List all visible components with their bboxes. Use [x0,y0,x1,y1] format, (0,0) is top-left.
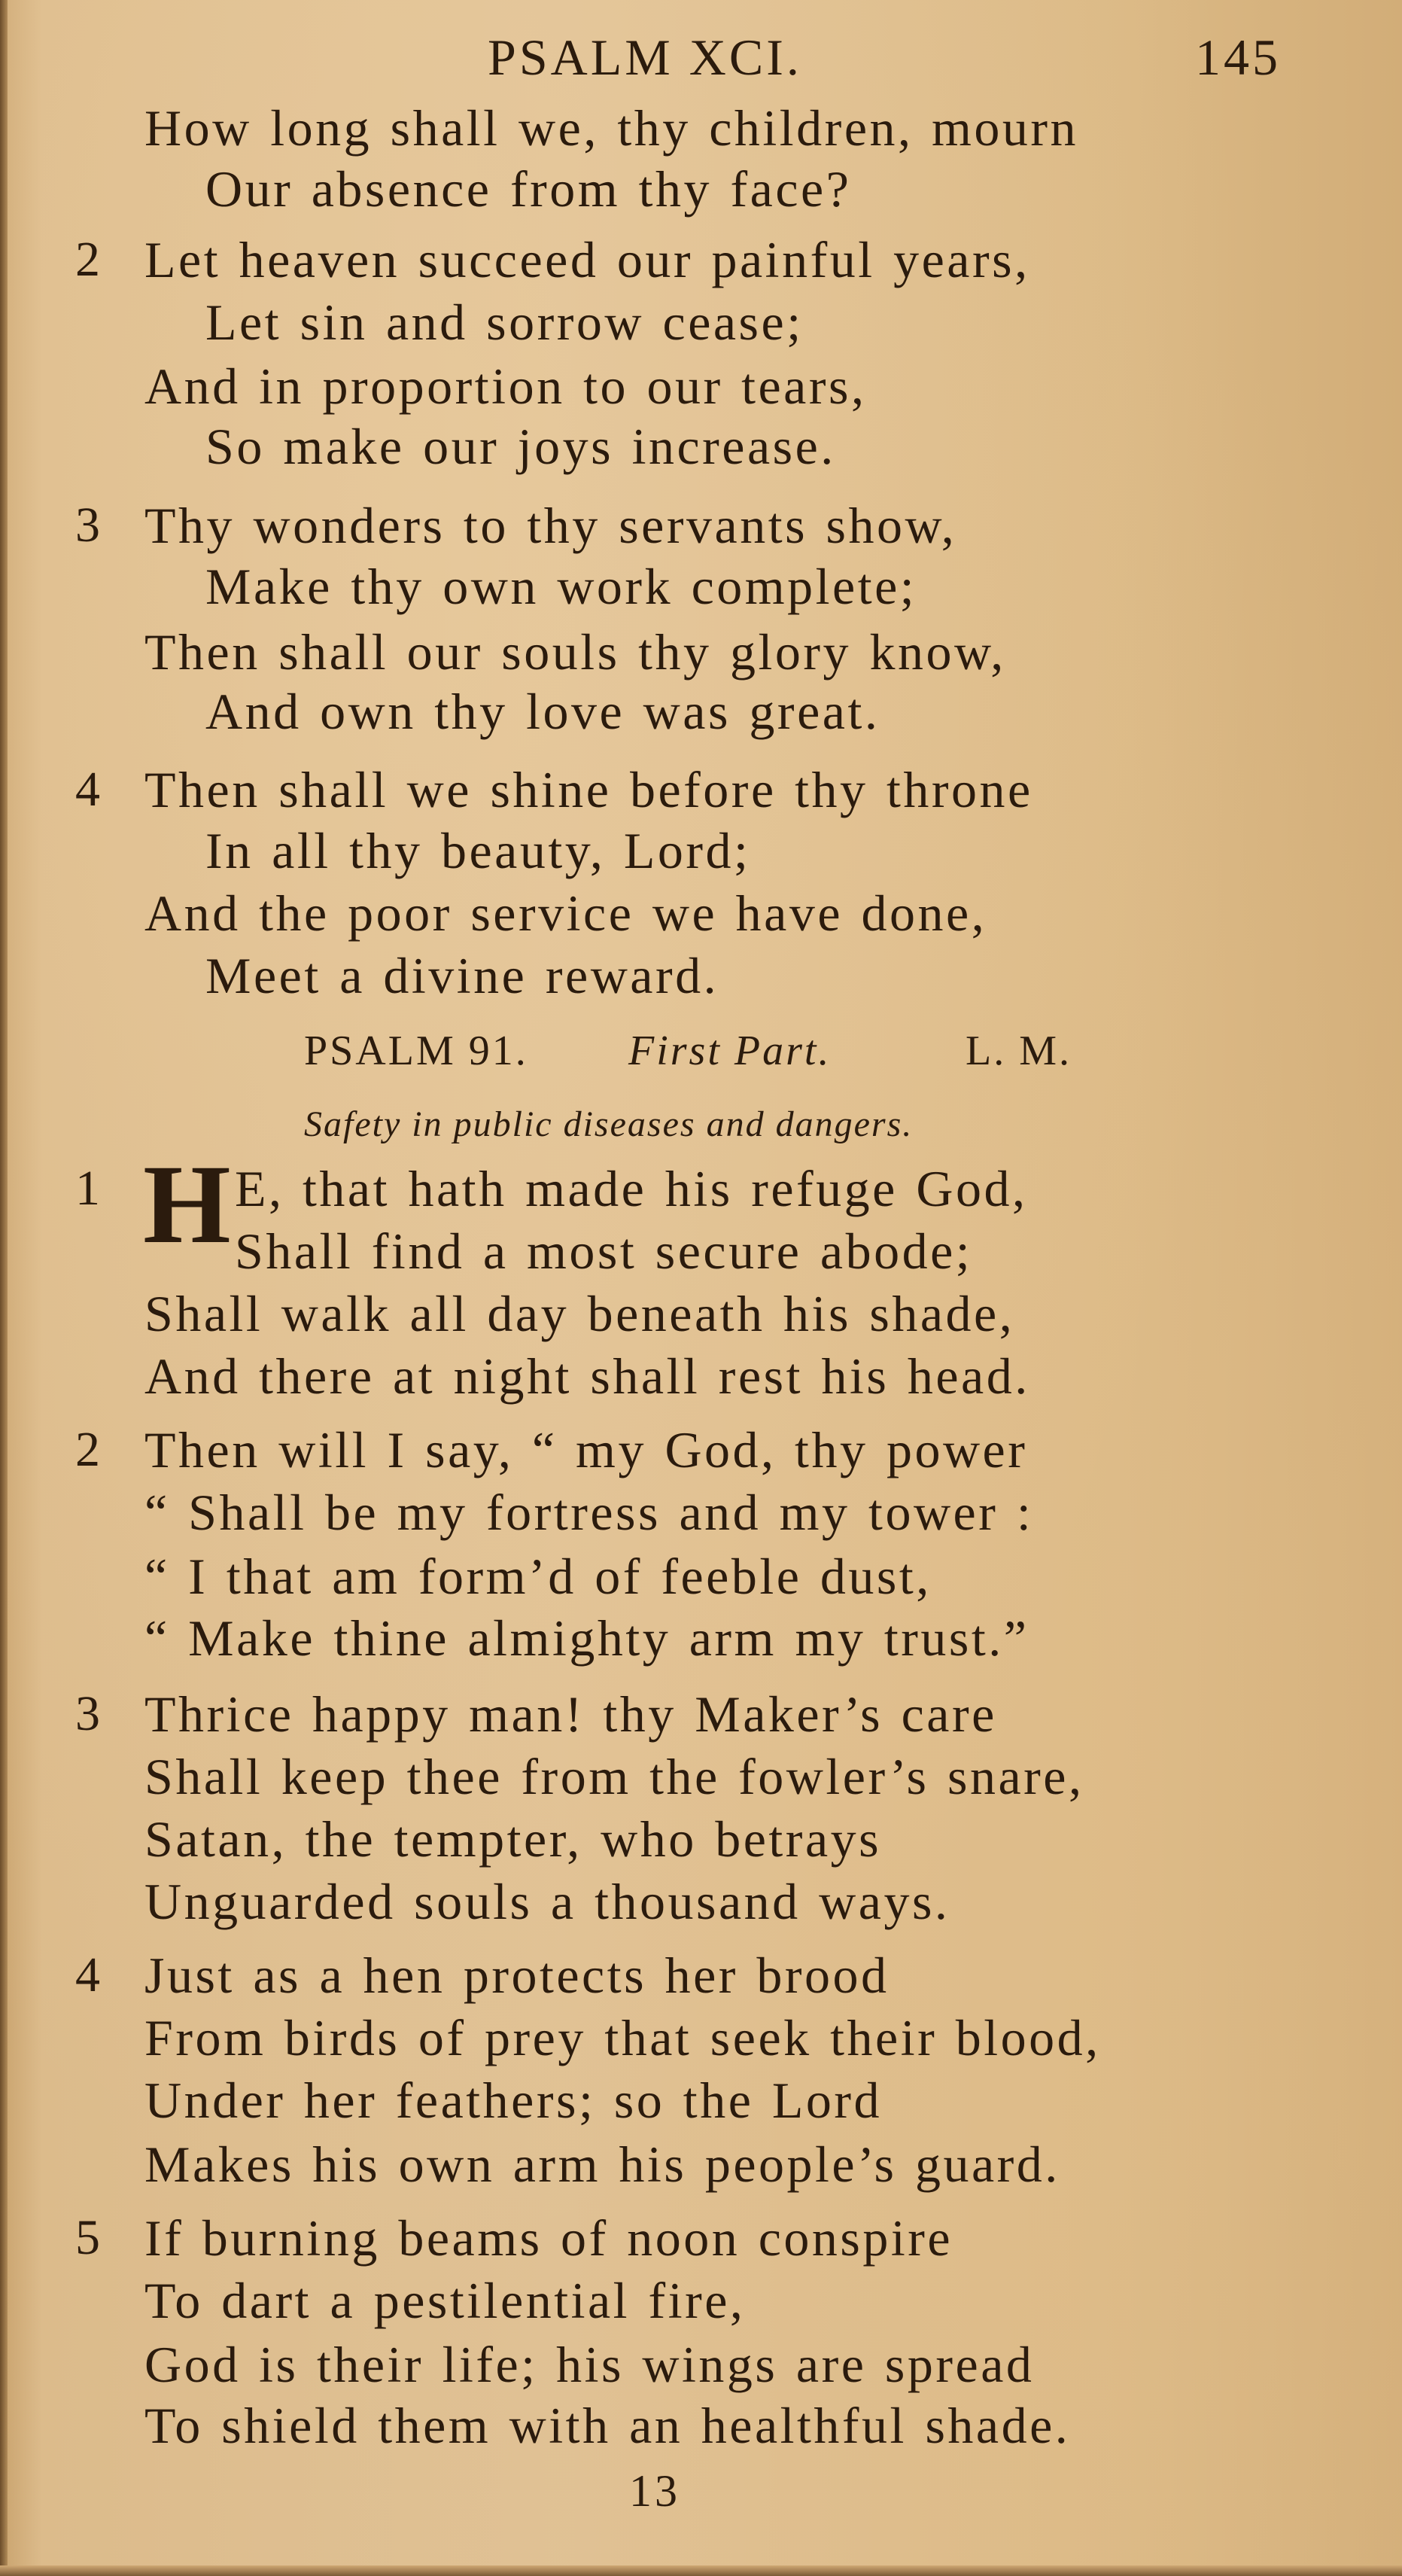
hymn-psalm-number: PSALM 91. [304,1028,528,1074]
verse-line: From birds of prey that seek their blood, [144,2009,1101,2066]
verse-line: If burning beams of noon conspire [144,2209,953,2267]
verse-line: Shall walk all day beneath his shade, [144,1285,1015,1342]
verse-line: Then shall our souls thy glory know, [144,623,1006,681]
verse-line: Satan, the tempter, who betrays [144,1810,882,1868]
stanza-number: 5 [75,2210,100,2265]
hymn-subtitle: Safety in public diseases and dangers. [304,1104,914,1144]
verse-line: E, that hath made his refuge God, [235,1160,1028,1217]
verse-line: Shall find a most secure abode; [235,1223,973,1280]
verse-line: And the poor service we have done, [144,885,987,942]
verse-line: “ Make thine almighty arm my trust.” [144,1609,1029,1667]
verse-line: And own thy love was great. [205,683,880,740]
stanza-number: 1 [75,1161,100,1216]
verse-line: How long shall we, thy children, mourn [144,99,1079,157]
verse-line: Let sin and sorrow cease; [205,294,804,351]
verse-line: Unguarded souls a thousand ways. [144,1873,950,1930]
stanza-number: 3 [75,1686,100,1741]
verse-line: Let heaven succeed our painful years, [144,231,1030,288]
verse-line: Shall keep thee from the fowler’s snare, [144,1748,1084,1805]
verse-line: Make thy own work complete; [205,558,917,615]
verse-line: Thrice happy man! thy Maker’s care [144,1685,997,1743]
signature-mark: 13 [629,2466,680,2516]
stanza-number: 2 [75,232,100,287]
verse-line: God is their life; his wings are spread [144,2336,1035,2393]
verse-line: Meet a divine reward. [205,947,719,1004]
page-edge [0,0,8,2576]
verse-line: And there at night shall rest his head. [144,1347,1030,1405]
verse-line: To dart a pestilential fire, [144,2272,746,2329]
verse-line: Thy wonders to thy servants show, [144,497,957,554]
hymn-part: First Part. [628,1028,832,1074]
stanza-number: 2 [75,1422,100,1477]
verse-line: Then shall we shine before thy throne [144,761,1033,818]
verse-line: So make our joys increase. [205,418,836,475]
verse-line: In all thy beauty, Lord; [205,822,751,879]
verse-line: Then will I say, “ my God, thy power [144,1421,1028,1478]
verse-line: Just as a hen protects her brood [144,1947,890,2004]
verse-line: Makes his own arm his people’s guard. [144,2136,1060,2193]
verse-line: “ Shall be my fortress and my tower : [144,1484,1034,1541]
verse-line: To shield them with an healthful shade. [144,2397,1071,2454]
page-number: 145 [1195,29,1281,86]
stanza-number: 3 [75,498,100,553]
stanza-number: 4 [75,1947,100,2002]
page-bottom-edge [0,2565,1402,2576]
hymn-meter: L. M. [966,1028,1072,1074]
verse-line: “ I that am form’d of feeble dust, [144,1548,932,1605]
verse-line: Under her feathers; so the Lord [144,2072,883,2129]
verse-line: Our absence from thy face? [205,160,852,218]
stanza-number: 4 [75,762,100,817]
drop-cap: H [143,1142,231,1267]
running-header-title: PSALM XCI. [488,29,802,86]
verse-line: And in proportion to our tears, [144,358,867,415]
